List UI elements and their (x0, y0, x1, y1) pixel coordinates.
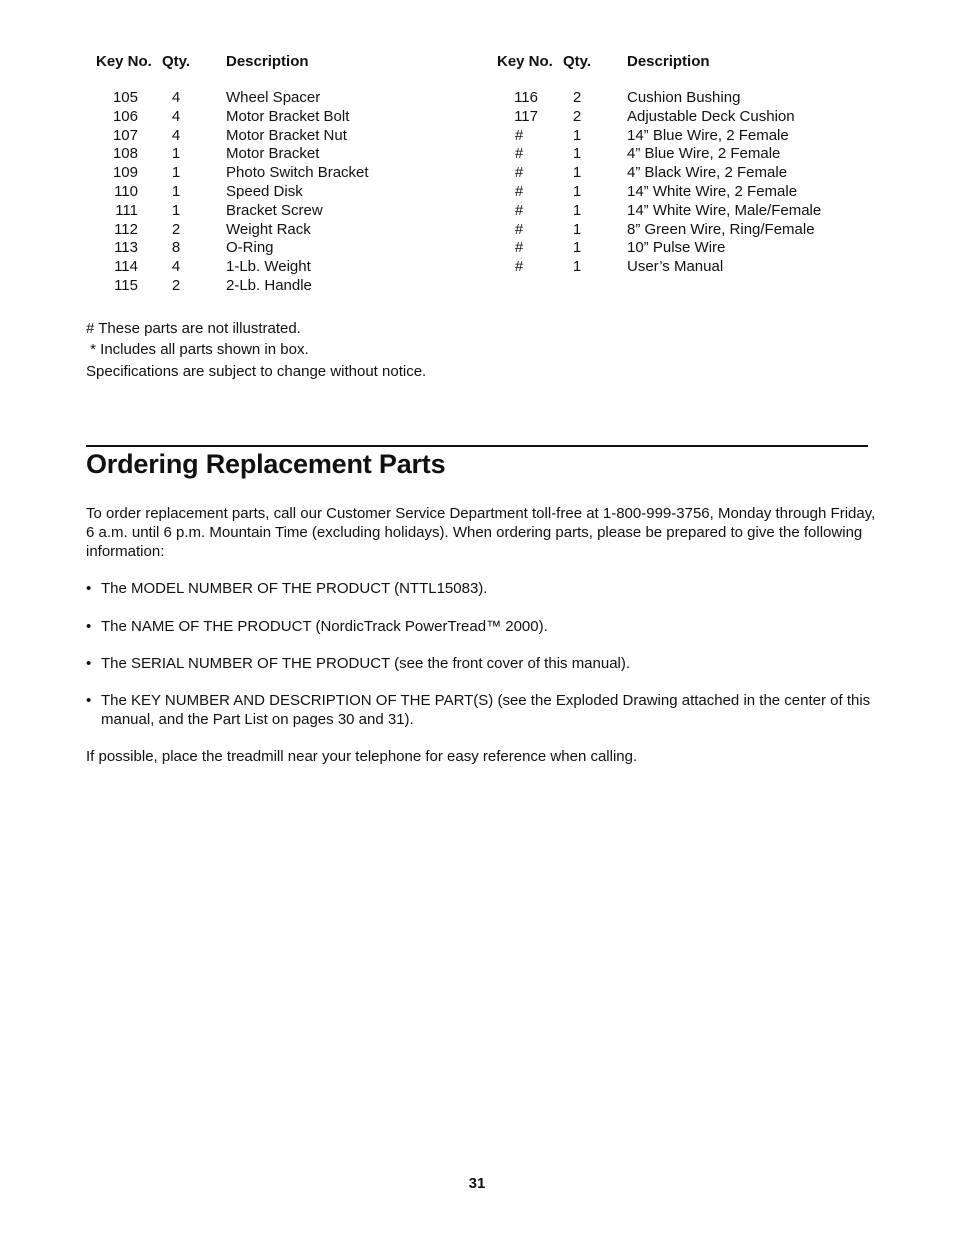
part-description: 14” White Wire, Male/Female (627, 201, 822, 219)
key-number: # (514, 126, 524, 144)
part-description: 14” White Wire, 2 Female (627, 183, 798, 200)
quantity: 4 (171, 107, 181, 125)
key-number: 105 (112, 89, 138, 106)
part-description: 2-Lb. Handle (226, 277, 312, 294)
bullet-marker: • (86, 655, 92, 672)
table-row (0, 239, 954, 258)
key-number: 106 (112, 107, 138, 125)
key-number: 112 (114, 220, 138, 238)
bullet-marker: • (86, 692, 92, 709)
bullet-text: The SERIAL NUMBER OF THE PRODUCT (see the front cover of this manual). (101, 655, 631, 672)
part-description: 10” Pulse Wire (627, 239, 726, 257)
part-description: 8” Green Wire, Ring/Female (627, 220, 815, 238)
table-row (0, 277, 954, 296)
part-description: Speed Disk (226, 183, 303, 200)
intro-paragraph: To order replacement parts, call our Customer Service Department toll-free at 1-800-999-3756, Monday through Friday, 6 a.m. until 6 p.m. Mountain Time (excluding holidays). When ordering parts, please be prepared to give the following information: (86, 505, 876, 560)
part-description: Wheel Spacer (226, 89, 321, 106)
quantity: 1 (171, 164, 181, 182)
left-qty-header: Qty. (162, 53, 191, 70)
section-title: Ordering Replacement Parts (86, 449, 446, 479)
part-description: 4” Blue Wire, 2 Female (627, 145, 781, 163)
quantity: 1 (572, 220, 582, 238)
key-number: # (514, 239, 524, 257)
quantity: 1 (572, 201, 582, 219)
key-number: # (514, 201, 524, 219)
note-includes-box: * Includes all parts shown in box. (86, 341, 309, 358)
quantity: 4 (171, 126, 181, 144)
key-number: # (514, 145, 524, 163)
quantity: 1 (572, 126, 582, 144)
key-number: 116 (514, 89, 538, 106)
note-specifications: Specifications are subject to change without notice. (86, 363, 427, 380)
right-key-header: Key No. (497, 53, 553, 70)
key-number: # (514, 258, 524, 276)
part-description: Motor Bracket Bolt (226, 107, 350, 125)
key-number: 113 (114, 239, 138, 257)
quantity: 2 (171, 220, 181, 238)
key-number: 117 (514, 107, 538, 125)
quantity: 2 (572, 89, 582, 106)
quantity: 1 (572, 239, 582, 257)
key-number: 107 (112, 126, 138, 144)
key-number: # (514, 220, 524, 238)
part-description: O-Ring (226, 239, 274, 257)
right-qty-header: Qty. (563, 53, 592, 70)
key-number: # (514, 183, 524, 200)
key-number: 109 (112, 164, 138, 182)
quantity: 1 (572, 145, 582, 163)
part-description: Cushion Bushing (627, 89, 741, 106)
quantity: 1 (572, 183, 582, 200)
quantity: 4 (171, 258, 181, 276)
quantity: 2 (171, 277, 181, 294)
quantity: 1 (572, 164, 582, 182)
note-not-illustrated: # These parts are not illustrated. (86, 320, 301, 337)
page-number: 31 (468, 1175, 486, 1192)
bullet-text: The KEY NUMBER AND DESCRIPTION OF THE PART(S) (see the Exploded Drawing attached in the center of this manual, and the Part List on pages 30 and 31). (101, 692, 871, 728)
key-number: # (514, 164, 524, 182)
quantity: 1 (171, 145, 181, 163)
part-description: User’s Manual (627, 258, 724, 276)
quantity: 1 (171, 201, 181, 219)
part-description: 4” Black Wire, 2 Female (627, 164, 788, 182)
right-description-header: Description (627, 53, 710, 70)
part-description: Adjustable Deck Cushion (627, 107, 795, 125)
table-row (0, 145, 954, 164)
closing-paragraph: If possible, place the treadmill near your telephone for easy reference when calling. (86, 748, 638, 765)
table-row (0, 202, 954, 221)
quantity: 8 (171, 239, 181, 257)
part-description: 1-Lb. Weight (226, 258, 311, 276)
bullet-text: The MODEL NUMBER OF THE PRODUCT (NTTL15083). (101, 580, 488, 597)
part-description: Motor Bracket Nut (226, 126, 347, 144)
table-row (0, 108, 954, 127)
quantity: 1 (171, 183, 181, 200)
table-row (0, 221, 954, 240)
left-key-header: Key No. (96, 53, 152, 70)
table-row (0, 127, 954, 146)
left-description-header: Description (226, 53, 309, 70)
part-description: Bracket Screw (226, 201, 323, 219)
bullet-marker: • (86, 580, 92, 597)
part-description: Photo Switch Bracket (226, 164, 369, 182)
key-number: 108 (112, 145, 138, 163)
part-description: Weight Rack (226, 220, 311, 238)
quantity: 2 (572, 107, 582, 125)
key-number: 111 (115, 201, 138, 219)
bullet-text: The NAME OF THE PRODUCT (NordicTrack PowerTread™ 2000). (101, 618, 548, 635)
quantity: 4 (171, 89, 181, 106)
key-number: 115 (114, 277, 138, 294)
part-description: 14” Blue Wire, 2 Female (627, 126, 789, 144)
bullet-marker: • (86, 618, 92, 635)
quantity: 1 (572, 258, 582, 276)
table-row (0, 183, 954, 202)
part-description: Motor Bracket (226, 145, 320, 163)
table-row (0, 258, 954, 277)
table-row (0, 89, 954, 108)
key-number: 110 (114, 183, 138, 200)
key-number: 114 (114, 258, 138, 276)
table-row (0, 164, 954, 183)
